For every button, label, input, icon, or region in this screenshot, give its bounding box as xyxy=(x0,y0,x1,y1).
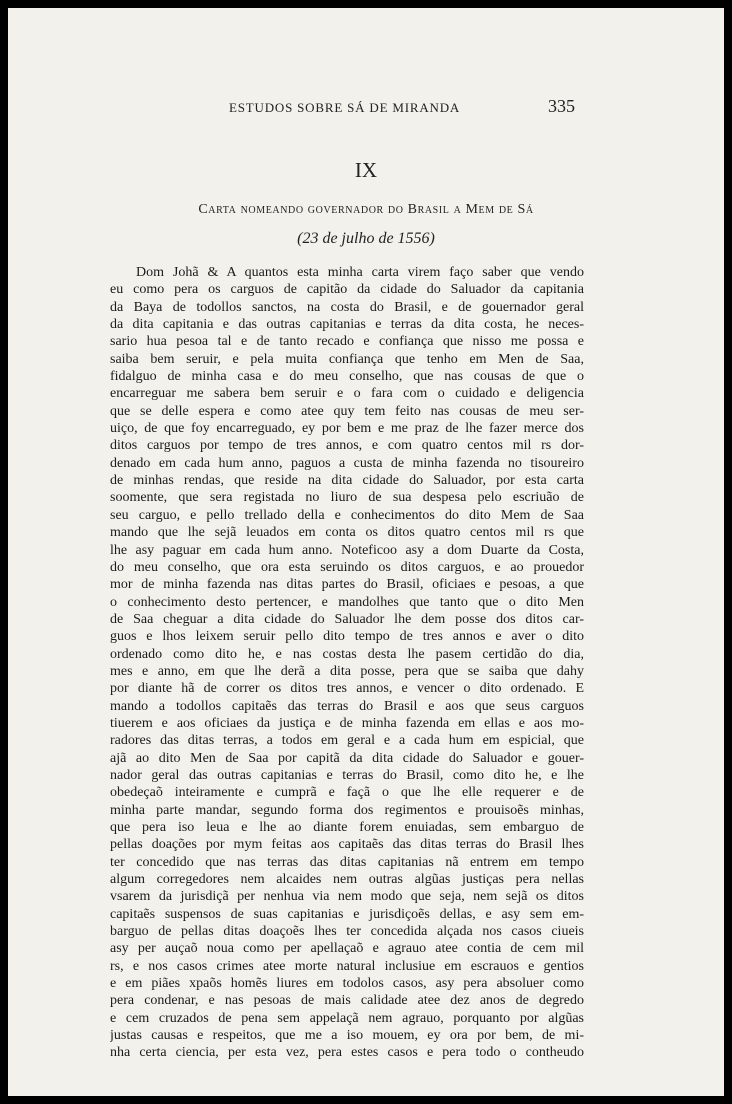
text-line: mando que lhe sejã leuados em conta os ditos quatro centos mil rs que xyxy=(110,525,584,541)
text-line: da Baya de todollos sanctos, na costa do Brasil, e de gouernador geral xyxy=(110,299,584,315)
document-page xyxy=(8,8,724,1096)
text-line: guos e lhos leixem seruir pello dito tempo de tres annos e aver o dito xyxy=(110,629,584,645)
text-line: asy per auçaõ noua como per apellaçaõ e agrauo atee contia de cem mil xyxy=(110,941,584,957)
text-line: fidalguo de minha casa e do meu conselho, que nas cousas de que o xyxy=(110,369,584,385)
text-line: algum corregedores nem alcaides nem outras algũas justiças pera nellas xyxy=(110,872,584,888)
text-line: radores das ditas terras, a todos em geral e a cada hum em espicial, que xyxy=(110,733,584,749)
text-line: rs, e nos casos crimes atee morte natural inclusiue em escrauos e gentios xyxy=(110,958,584,974)
text-line: justas causas e respeitos, que me a iso mouem, ey ora por bem, de mi- xyxy=(110,1028,584,1044)
chapter-number: IX xyxy=(354,158,378,182)
text-line: tiuerem e aos oficiaes da justiça e de minha fazenda em ellas e aos mo- xyxy=(110,715,584,731)
chapter-title: Carta nomeando governador do Brasil a Mem de Sá xyxy=(198,202,534,217)
body-text xyxy=(110,264,584,1062)
text-line: sario hua pesoa tal e de tanto recado e confiança que nisso me possa e xyxy=(110,334,584,350)
chapter-date: (23 de julho de 1556) xyxy=(297,230,435,247)
text-line: que pera iso leua e lhe ao diante forem enuiadas, sem embarguo de xyxy=(110,820,584,835)
text-line: obedeçaõ inteiramente e cumprã e façã o que lhe elle requerer e de xyxy=(110,785,584,801)
text-line: nador geral das outras capitanias e terras do Brasil, como dito he, e lhe xyxy=(110,767,584,783)
text-line: Dom Johã & A quantos esta minha carta virem faço saber que vendo xyxy=(136,265,584,280)
text-line: o conhecimento desto pertencer, e mandolhes que tanto que o dito Men xyxy=(110,594,584,610)
text-line: saiba bem seruir, e pela muita confiança que tenho em Men de Saa, xyxy=(110,351,584,367)
text-line: mor de minha fazenda nas ditas partes do Brasil, oficiaes e pesoas, a que xyxy=(110,577,584,593)
text-line: de minhas rendas, que reside na dita cidade do Saluador, por esta carta xyxy=(110,473,584,489)
text-line: da dita capitania e das outras capitanias e terras da dita costa, he neces- xyxy=(110,317,584,333)
text-line: minha parte mandar, segundo forma dos regimentos e prouisoẽs minhas, xyxy=(110,802,584,818)
text-line: nha certa ciencia, per esta vez, pera estes casos e pera todo o contheudo xyxy=(110,1045,584,1061)
text-line: eu como pera os carguos de capitão da cidade do Saluador da capitania xyxy=(110,282,584,298)
text-line: que se delle espera e como atee quy tem feito nas cousas de meu ser- xyxy=(110,403,584,419)
text-line: vsarem da jurisdiçã per nenhua via nem modo que seja, nem sejã os ditos xyxy=(110,889,584,905)
text-line: capitaẽs suspensos de suas capitanias e jurisdiçoẽs dellas, e asy sem em- xyxy=(110,906,584,922)
running-head xyxy=(8,96,724,120)
text-line: ordenado como dito he, e nas costas desta lhe pasem certidão do dia, xyxy=(110,646,584,662)
text-line: uiço, de que foy encarreguado, ey por bem e me praz de lhe fazer merce dos xyxy=(110,421,584,437)
text-line: soomente, que sera registada no liuro de sua despesa pelo escriuão de xyxy=(110,490,584,506)
text-line: de Saa cheguar a dita cidade do Saluador lhe dem posse dos ditos car- xyxy=(110,611,584,627)
text-line: mando a todollos capitaẽs das terras do Brasil e aos que seus carguos xyxy=(110,698,584,714)
text-line: ajã ao dito Men de Saa por capitã da dita cidade do Saluador e gouer- xyxy=(110,750,584,766)
text-line: mes e anno, em que lhe derã a dita posse, pera que se saiba que dahy xyxy=(110,663,584,679)
text-line: ditos carguos por tempo de tres annos, e com quatro centos mil rs dor- xyxy=(110,438,584,454)
running-title: ESTUDOS SOBRE SÁ DE MIRANDA xyxy=(229,100,461,115)
text-line: lhe asy paguar em cada hum anno. Noteficoo asy a dom Duarte da Costa, xyxy=(110,542,584,558)
text-line: ter concedido que nas terras das ditas capitanias nã entrem em tempo xyxy=(110,854,584,870)
text-line: e cem cruzados de pena sem appelaçã nem agrauo, porquanto por algũas xyxy=(110,1010,584,1026)
text-line: e em piães xpaõs homẽs liures em todolos casos, asy pera absoluer como xyxy=(110,976,584,992)
page-number: 335 xyxy=(548,96,575,116)
text-line: encarreguar me sabera bem seruir e o fara com o cuidado e deligencia xyxy=(110,386,584,402)
text-line: barguo de pellas ditas doaçoẽs lhes ter concedida alçada nos casos ciueis xyxy=(110,924,584,940)
text-line: seu carguo, e pello trellado della e conhecimentos do dito Mem de Saa xyxy=(110,507,584,523)
text-line: denado em cada hum anno, paguos a custa de minha fazenda no tisoureiro xyxy=(110,455,584,471)
text-line: pellas doações por mym feitas aos capitaẽs das ditas terras do Brasil lhes xyxy=(110,837,584,853)
text-line: do meu conselho, que ora esta seruindo os ditos carguos, e ao prouedor xyxy=(110,559,584,575)
text-line: por diante hã de correr os ditos tres annos, e vencer o dito ordenado. E xyxy=(110,681,584,697)
text-line: pera condenar, e nas pesoas de mais calidade atee dez anos de degredo xyxy=(110,993,584,1009)
